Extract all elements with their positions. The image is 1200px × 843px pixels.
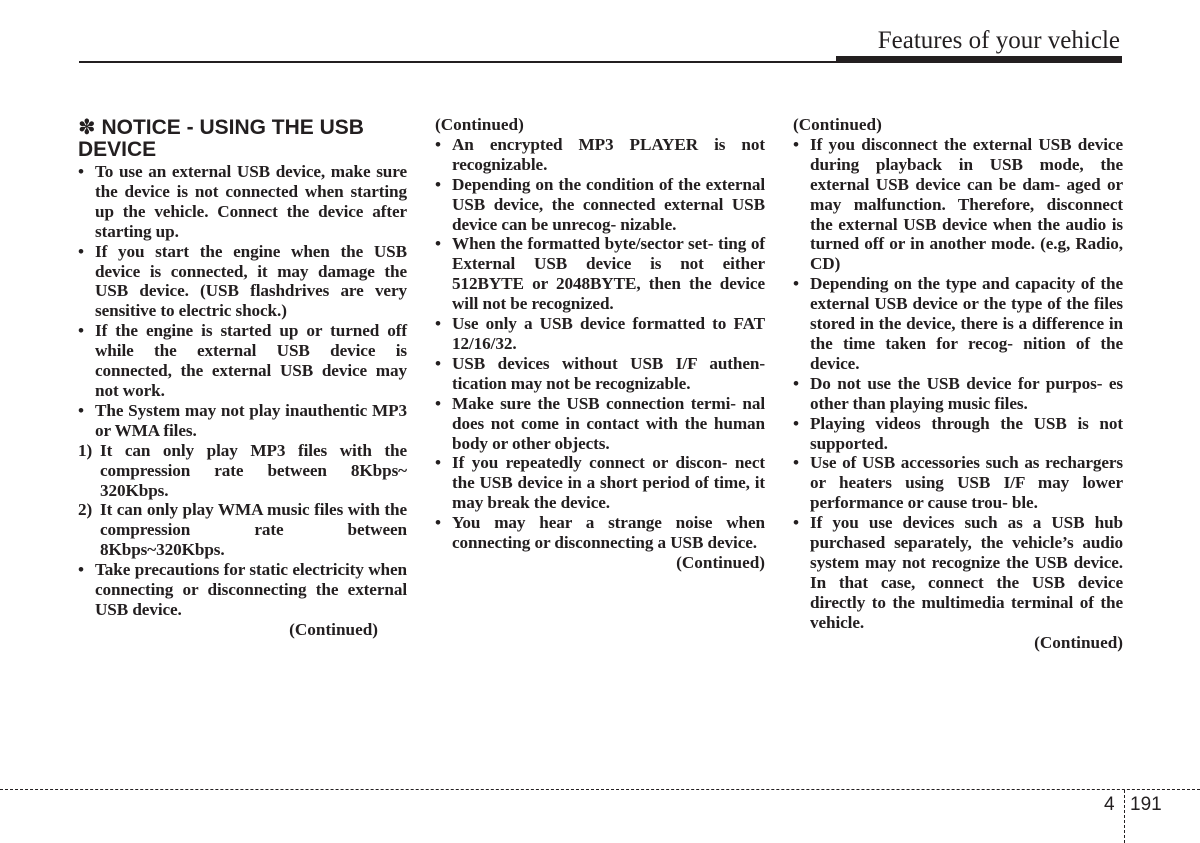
bullet-item: • If you use devices such as a USB hub purchased separately, the vehicle’s audio system may not recognize the USB device. In that case, connect the USB device directly to the multimedia terminal of the vehicle. <box>793 513 1123 632</box>
item-number: 1) <box>78 440 93 460</box>
page-number: 191 <box>1130 794 1162 815</box>
item-text: It can only play WMA music files with the compression rate between 8Kbps~320Kbps. <box>100 500 407 560</box>
continued-footer: (Continued) <box>1034 632 1123 652</box>
bullet-item: • To use an external USB device, make sure the device is not connected when starting up the vehicle. Connect the device after starting up. <box>78 162 407 242</box>
continued-footer: (Continued) <box>289 619 378 639</box>
bullet-item: • An encrypted MP3 PLAYER is not recognizable. <box>435 135 765 175</box>
continued-header: (Continued) <box>435 115 524 134</box>
bullet-item: • If you disconnect the external USB device during playback in USB mode, the external USB device can be dam- aged or may malfunction. Therefore, disconnect the external USB device when the audio is turned off or in another mode. (e.g, Radio, CD) <box>793 135 1123 274</box>
bullet-item: • Use only a USB device formatted to FAT 12/16/32. <box>435 314 765 354</box>
chapter-number: 4 <box>1104 794 1115 815</box>
bullet-item: • USB devices without USB I/F authen- tication may not be recognizable. <box>435 354 765 394</box>
item-number: 2) <box>78 500 93 520</box>
numbered-item <box>78 500 407 560</box>
bullet-item: • The System may not play inauthentic MP3 or WMA files. <box>78 401 407 441</box>
bullet-item: • Use of USB accessories such as rechargers or heaters using USB I/F may lower performance or cause trou- ble. <box>793 453 1123 513</box>
bullet-item: • Depending on the type and capacity of the external USB device or the type of the files stored in the device, there is a difference in the time taken for recog- nition of the device. <box>793 274 1123 374</box>
bullet-item: • If you repeatedly connect or discon- nect the USB device in a short period of time, it may break the device. <box>435 453 765 513</box>
column-1 <box>78 115 407 640</box>
bullet-item: • Take precautions for static electricity when connecting or disconnecting the external USB device. <box>78 560 407 620</box>
bullet-item: • If the engine is started up or turned off while the external USB device is connected, the external USB device may not work. <box>78 321 407 401</box>
item-text: It can only play MP3 files with the compression rate between 8Kbps~ 320Kbps. <box>100 440 407 500</box>
footer-dashed-rule <box>0 789 1200 790</box>
footer-dashed-divider <box>1124 790 1125 843</box>
header-bar <box>836 56 1122 63</box>
column-3 <box>793 115 1123 652</box>
continued-footer: (Continued) <box>676 552 765 572</box>
section-title: Features of your vehicle <box>877 27 1120 54</box>
notice-star-icon: ✽ <box>78 115 96 139</box>
column-2 <box>435 115 765 573</box>
notice-title: NOTICE - USING THE USB DEVICE <box>78 116 364 161</box>
bullet-item: • Do not use the USB device for purpos- es other than playing music files. <box>793 374 1123 414</box>
bullet-item: • You may hear a strange noise when connecting or disconnecting a USB device. <box>435 513 765 553</box>
bullet-item: • Depending on the condition of the external USB device, the connected external USB device can be unrecog- nizable. <box>435 175 765 235</box>
bullet-item: • If you start the engine when the USB device is connected, it may damage the USB device. (USB flashdrives are very sensitive to electric shock.) <box>78 242 407 322</box>
notice-heading <box>78 115 407 161</box>
bullet-item: • When the formatted byte/sector set- ting of External USB device is not either 512BYTE or 2048BYTE, then the device will not be recognized. <box>435 234 765 314</box>
numbered-item <box>78 441 407 501</box>
bullet-item: • Playing videos through the USB is not supported. <box>793 414 1123 454</box>
continued-header: (Continued) <box>793 115 882 134</box>
bullet-item: • Make sure the USB connection termi- nal does not come in contact with the human body or other objects. <box>435 394 765 454</box>
header-rule <box>79 61 836 63</box>
